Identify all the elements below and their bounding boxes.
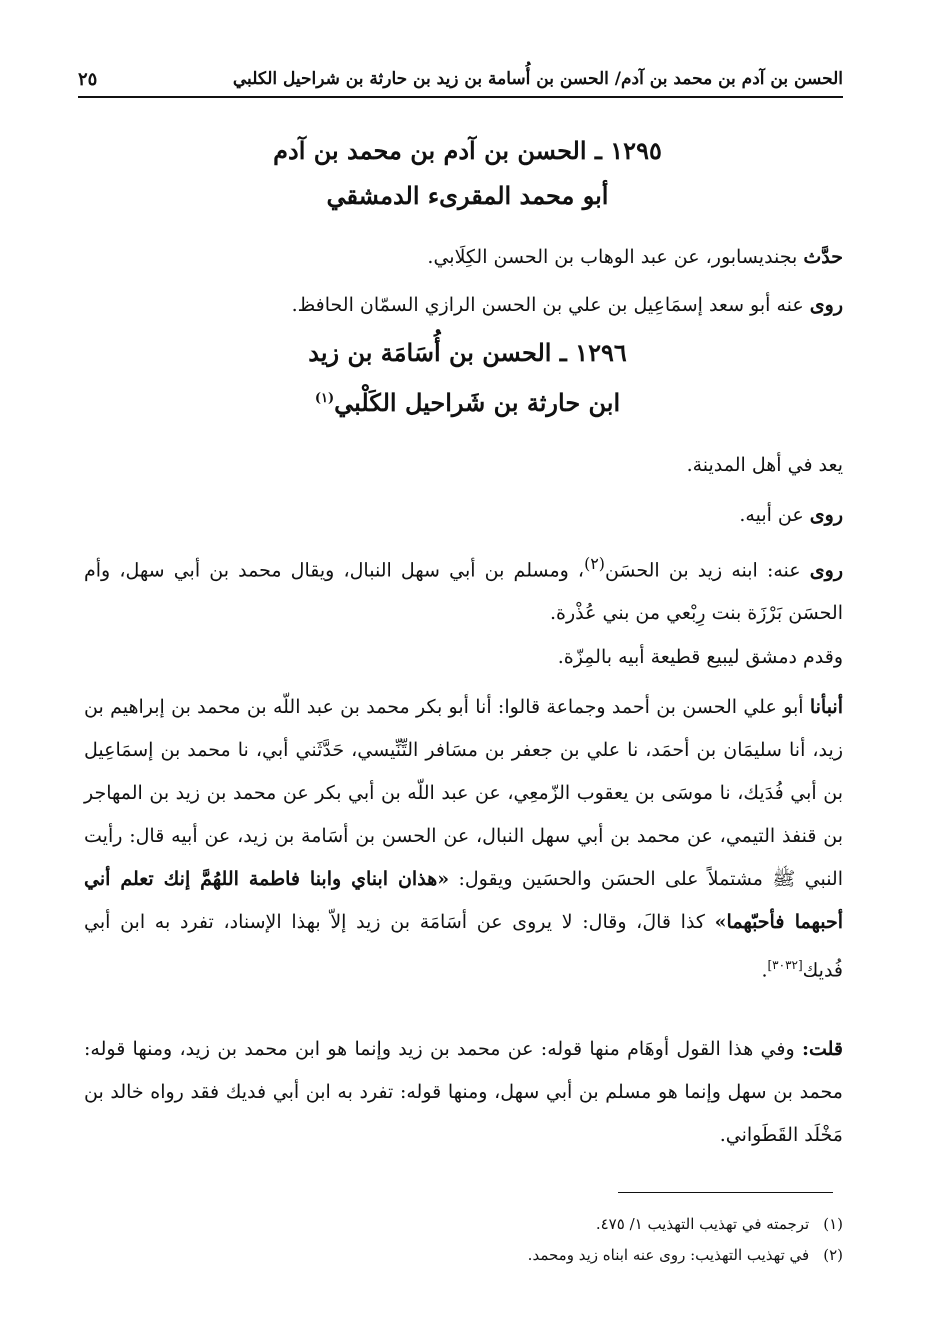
entry-1295-heading: ١٢٩٥ ـ الحسن بن آدم بن محمد بن آدم — [273, 136, 662, 165]
paragraph-end: . — [761, 959, 768, 982]
paragraph-text: وفي هذا القول أوهَام منها قوله: عن محمد بن زيد وإنما هو ابن محمد بن زيد، ومنها قوله: محمد بن سهل وإنما هو مسلم بن أبي سهل، ومنها قوله: تفرد به ابن أبي فديك فقد رواه خالد بن مَخْلَد القَطَواني. — [84, 1038, 843, 1146]
paragraph-text: أبو علي الحسن بن أحمد وجماعة قالوا: أنا أبو بكر محمد بن عبد اللّه بن محمد بن إبراهيم بن زيد، أنا سليمَان بن أحمَد، نا علي بن جعفر بن مسَافر التِّنِّيسي، حَدَّثَني أبي، نا محمد بن إسمَاعِيل بن أبي فُدَيك، نا موسَى بن يعقوب الزّمعِي، عن عبد اللّه بن أبي بكر عن محمد بن زيد بن المهاجر بن قنفذ التيمي، عن محمد بن أبي سهل النبال، عن الحسن بن أسَامة بن زيد، عن أبيه قال: رأيت النبي ﷺ مشتملاً على الحسَن والحسَين ويقول: — [84, 696, 843, 890]
entry-1296-visit: وقدم دمشق ليبيع قطيعة أبيه بالمِزّة. — [557, 646, 843, 668]
lead-word: روى — [809, 559, 843, 582]
entry-1295-subheading: أبو محمد المقرىء الدمشقي — [326, 181, 609, 210]
footnote-2 — [300, 1243, 843, 1267]
paragraph-text: عنه: ابنه زيد بن الحسَن — [604, 559, 810, 582]
lead-word: روى — [809, 294, 843, 316]
entry-1296-commentary — [84, 1028, 843, 1157]
paragraph-text: عن أبيه. — [739, 504, 810, 526]
entry-1296-residence: يعد في أهل المدينة. — [686, 454, 843, 476]
footnote-number: (٢) — [823, 1246, 843, 1264]
footnote-text: في تهذيب التهذيب: روى عنه ابناه زيد ومحمد. — [527, 1246, 810, 1264]
running-title: الحسن بن آدم بن محمد بن آدم/ الحسن بن أُسامة بن زيد بن حارثة بن شراحيل الكلبي — [232, 69, 843, 89]
paragraph-text: ، ومسلم بن أبي سهل النبال، ويقال محمد بن أبي سهل، وأم الحسَن بَرْزَة بنت رِبْعي من بني عُذْرة. — [84, 559, 843, 625]
lead-word: أنبأنا — [809, 696, 843, 718]
lead-word: قلت: — [801, 1038, 843, 1060]
running-header — [78, 62, 843, 98]
entry-1296-transmitters — [84, 542, 843, 635]
entry-1296-subheading — [90, 388, 845, 417]
entry-1295-transmitters — [84, 284, 843, 327]
reference-marker: [٣٠٣٢] — [767, 958, 803, 972]
footnote-marker: (٢) — [584, 554, 605, 573]
subheading-text: ابن حارثة بن شَراحيل الكَلْبي — [334, 388, 621, 417]
hadith-quote: «هذان ابناي وابنا فاطمة اللهُمَّ إنك تعلم أني أحبهما فأحبّهما» — [84, 868, 843, 933]
footnote-1 — [300, 1212, 843, 1236]
footnote-text: ترجمته في تهذيب التهذيب ١/ ٤٧٥. — [595, 1215, 810, 1233]
paragraph-text: بجنديسابور، عن عبد الوهاب بن الحسن الكِلَابي. — [427, 246, 804, 268]
entry-1296-heading: ١٢٩٦ ـ الحسن بن أُسَامَة بن زيد — [308, 338, 627, 367]
paragraph-text: عنه أبو سعد إسمَاعِيل بن علي بن الحسن الرازي السمّان الحافظ. — [291, 294, 810, 316]
entry-1295-narration — [84, 236, 843, 279]
entry-1296-narrated-from — [84, 494, 843, 537]
paragraph-text: كذا قالَ، وقال: لا يروى عن أسَامَة بن زيد إلاّ بهذا الإسناد، تفرد به ابن أبي فُديك — [84, 911, 843, 982]
entry-1296-hadith — [84, 686, 843, 992]
footnote-marker: (١) — [314, 391, 335, 406]
footnote-number: (١) — [823, 1215, 843, 1233]
lead-word: روى — [809, 504, 843, 526]
lead-word: حدَّث — [803, 246, 843, 268]
footnote-divider — [618, 1192, 833, 1193]
page-number: ٢٥ — [78, 68, 98, 90]
